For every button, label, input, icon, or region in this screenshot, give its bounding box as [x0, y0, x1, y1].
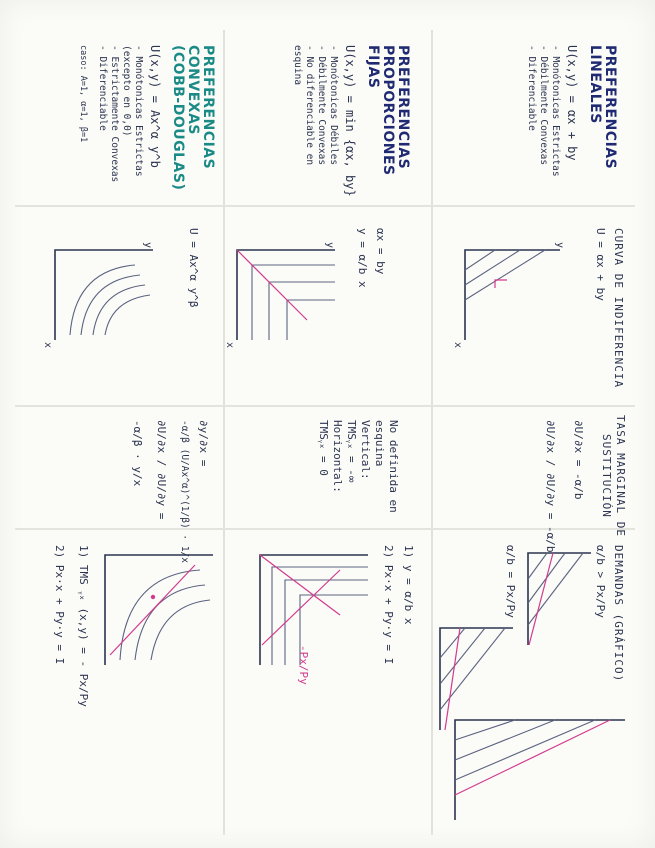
svg-text:x: x [452, 342, 463, 349]
fixed-block [291, 45, 410, 197]
fixed-price-ratio: -Px/Py [297, 645, 310, 685]
linear-property: - Monótonicas Estrictas [550, 45, 561, 177]
cobb-title: PREFERENCIAS CONVEXAS (COBB-DOUGLAS) [170, 45, 216, 191]
linear-demand-graph-1 [523, 545, 593, 655]
cobb-utility: U(x,y) = Ax^α y^b [148, 45, 162, 168]
fixed-property: esquina [292, 45, 303, 86]
linear-indifference-graph [452, 240, 565, 350]
fixed-demand: 1) y = α/b x 2) Px·x + Py·y = I [382, 545, 415, 665]
cobb-property: - Estrictamente Convexas [109, 45, 120, 183]
fixed-curve-eqs: αx = by y = α/b x [356, 228, 387, 288]
fixed-property: - Débilmente Convexas [316, 45, 327, 166]
fixed-indifference-graph [224, 240, 337, 350]
fixed-utility: U(x,y) = min {αx, by} [343, 45, 357, 197]
linear-property: - Débilmente Convexas [538, 45, 549, 166]
linear-curve-eq: U = αx + by [594, 228, 607, 301]
cobb-property: - Diferenciable [97, 45, 108, 131]
cobb-demand-graph [95, 545, 215, 675]
linear-property: - Diferenciable [526, 45, 537, 131]
linear-mrs: ∂U/∂x = -α/b ∂U/∂x / ∂U/∂y = -α/b [544, 420, 585, 553]
fixed-property: - No diferenciable en [304, 45, 315, 166]
cobb-example: caso: A=1, α=1, β=1 [78, 45, 88, 143]
fixed-demand-graph [250, 545, 370, 675]
linear-title: PREFERENCIAS LINEALES [587, 45, 618, 170]
cobb-indifference-graph [42, 240, 155, 350]
svg-text:y: y [142, 242, 153, 249]
svg-text:x: x [224, 342, 235, 349]
cobb-demand: 1) TMS ᵧₓ (x,y) = - Px/Py 2) Px·x + Py·y = I [53, 545, 90, 707]
linear-block [525, 45, 617, 177]
cobb-property: (excepto en 0,0) [121, 45, 132, 137]
fold-line [223, 30, 225, 835]
fold-line [15, 528, 635, 530]
fold-line [431, 30, 433, 835]
fold-line [15, 405, 635, 407]
header-mrs: TASA MARGINAL DE SUSTITUCIÓN [600, 415, 627, 537]
svg-text:x: x [42, 342, 53, 349]
linear-utility: U(x,y) = αx + by [565, 45, 579, 161]
cobb-property: - Monótonicas Estrictas [133, 45, 144, 177]
linear-demand-graph-3 [445, 700, 635, 830]
fold-line [15, 205, 635, 207]
cobb-curve-eq: U = Ax^α y^β [187, 228, 200, 308]
linear-demand-eq: α/b = Px/Py [504, 545, 517, 618]
cobb-mrs: ∂y/∂x = -α/β (U/Ax^α)^(1/β) · 1/x ∂U/∂x / ∂U/∂y = -α/β · y/x [131, 420, 210, 563]
fixed-mrs: No definida en esquina Vertical: TMSᵧₓ = -∞ Horizontal: TMSᵧₓ = 0 [317, 420, 400, 513]
fixed-title: PREFERENCIAS PROPORCIONES FIJAS [365, 45, 411, 176]
header-demand: DEMANDAS (GRÁFICO) [612, 545, 625, 683]
svg-text:y: y [554, 242, 565, 249]
svg-text:y: y [324, 242, 335, 249]
cobb-block [76, 45, 215, 190]
header-indifference: CURVA DE INDIFERENCIA [612, 228, 625, 389]
linear-demand-cond: α/b > Px/Py [594, 545, 607, 618]
fixed-property: - Monótonicas Débiles [328, 45, 339, 166]
